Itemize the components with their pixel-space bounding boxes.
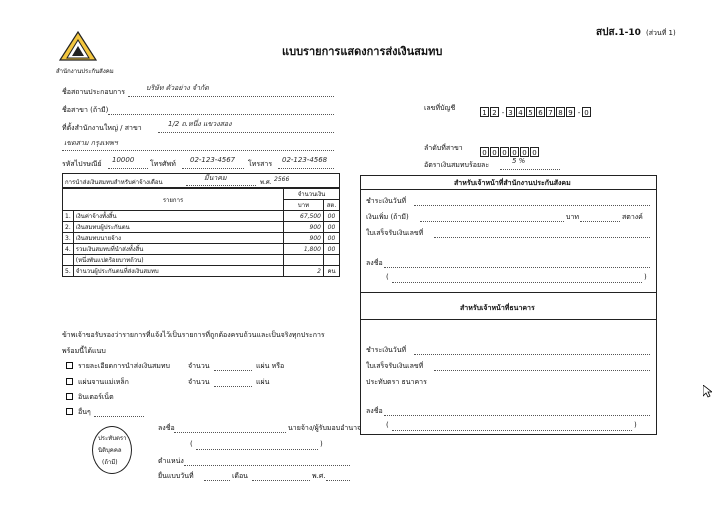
- office-fine-baht: บาท: [566, 213, 579, 221]
- period-year-label: พ.ศ.: [260, 179, 272, 186]
- branch-no-digits: [480, 140, 540, 159]
- postcode-label: รหัสไปรษณีย์: [62, 160, 102, 168]
- account-digit: 9: [566, 107, 575, 117]
- attach-option-2-checkbox[interactable]: [66, 378, 73, 385]
- row-satang: คน: [324, 266, 340, 277]
- bank-signature: ลงชื่อ: [366, 407, 383, 415]
- row-satang: [324, 255, 340, 266]
- branch-name-line: [108, 106, 334, 115]
- postcode-value: 10000: [112, 156, 135, 164]
- address-label: ที่ตั้งสำนักงานใหญ่ / สาขา: [62, 124, 142, 132]
- row-satang: 00: [324, 233, 340, 244]
- position-line: [184, 457, 350, 466]
- address-value: 1/2 ถ.หนึ่ง แขวงสอง: [168, 120, 232, 128]
- row-no: 3.: [63, 233, 74, 244]
- attach-option-1-unit: แผ่น หรือ: [256, 362, 285, 370]
- form-code: สปส.: [596, 27, 619, 38]
- attach-option-3-checkbox[interactable]: [66, 393, 73, 400]
- submit-year-line: [326, 472, 350, 481]
- office-receipt-no: ใบเสร็จรับเงินเลขที่: [366, 229, 424, 237]
- row-label: จำนวนผู้ประกันตนที่ส่งเงินสมทบ: [73, 266, 283, 277]
- row-label: เงินสมทบผู้ประกันตน: [73, 222, 283, 233]
- account-digit: 6: [536, 107, 545, 117]
- col-baht-header: บาท: [284, 200, 324, 211]
- submit-month-line: [252, 472, 310, 481]
- branch-digit: 0: [510, 147, 519, 157]
- col-amount-header: จำนวนเงิน: [284, 189, 340, 200]
- row-label: เงินสมทบนายจ้าง: [73, 233, 283, 244]
- district-value: เขตสาม กรุงเทพฯ: [64, 139, 118, 147]
- fax-value: 02-123-4568: [282, 156, 328, 164]
- attach-option-1-qty-line: [214, 362, 252, 371]
- bank-received-date-line: [414, 346, 650, 355]
- attach-option-4-checkbox[interactable]: [66, 408, 73, 415]
- form-number: 1-10: [618, 28, 641, 38]
- rate-value: 5 %: [512, 157, 526, 165]
- logo-caption: สำนักงานประกันสังคม: [56, 68, 114, 75]
- attach-option-1-qty-label: จำนวน: [188, 362, 210, 370]
- submit-year-label: พ.ศ.: [312, 472, 326, 480]
- signature-role: นายจ้าง/ผู้รับมอบอำนาจ: [288, 424, 362, 432]
- branch-digit: 0: [490, 147, 499, 157]
- office-fine-satang-line: [580, 213, 620, 222]
- row-no: 1.: [63, 211, 74, 222]
- bank-stamp: ประทับตรา ธนาคาร: [366, 378, 427, 386]
- attach-option-2-qty-line: [214, 378, 252, 387]
- stamp-line-1: ประทับตรา: [98, 435, 127, 442]
- branch-digit: 0: [500, 147, 509, 157]
- bank-name-close-paren: ): [634, 421, 637, 429]
- account-label: เลขที่บัญชี: [424, 104, 456, 112]
- stamp-line-2: นิติบุคคล: [98, 447, 122, 454]
- table-row: [63, 211, 340, 222]
- row-label: (หนึ่งพันแปดร้อยบาทถ้วน): [73, 255, 283, 266]
- employer-name-value: บริษัท ตัวอย่าง จำกัด: [146, 84, 209, 92]
- employer-name-label: ชื่อสถานประกอบการ: [62, 88, 125, 96]
- signature-name-open-paren: (: [190, 440, 193, 448]
- account-digits: 1 2 - 3 4 5 6 7 8 9 - 0: [480, 100, 592, 119]
- account-digit: 0: [582, 107, 591, 117]
- branch-name-label: ชื่อสาขา (ถ้ามี): [62, 106, 109, 114]
- logo: [58, 30, 98, 68]
- bank-receipt-no: ใบเสร็จรับเงินเลขที่: [366, 362, 424, 370]
- row-baht: 67,500: [284, 211, 324, 222]
- row-label: รวมเงินสมทบที่นำส่งทั้งสิ้น: [73, 244, 283, 255]
- bank-signature-line: [384, 407, 650, 416]
- row-satang: 00: [324, 244, 340, 255]
- office-signature: ลงชื่อ: [366, 259, 383, 267]
- row-baht: 2: [284, 266, 324, 277]
- table-row: [63, 266, 340, 277]
- signature-label: ลงชื่อ: [158, 424, 175, 432]
- office-fine-satang: สตางค์: [622, 213, 643, 221]
- row-baht: 1,800: [284, 244, 324, 255]
- row-baht: 900: [284, 233, 324, 244]
- signature-line: [174, 424, 286, 433]
- position-label: ตำแหน่ง: [158, 457, 184, 465]
- row-no: [63, 255, 74, 266]
- attach-option-4-label: อื่นๆ: [78, 408, 91, 416]
- office-box-title: สำหรับเจ้าหน้าที่สำนักงานประกันสังคม: [454, 179, 571, 187]
- attach-option-3-label: อินเตอร์เน็ต: [78, 393, 114, 401]
- account-digit: 3: [506, 107, 515, 117]
- submit-day-line: [204, 472, 230, 481]
- table-row: [63, 244, 340, 255]
- attach-option-2-qty-label: จำนวน: [188, 378, 210, 386]
- row-satang: 00: [324, 211, 340, 222]
- row-baht: 900: [284, 222, 324, 233]
- row-no: 5.: [63, 266, 74, 277]
- bank-name-line: [392, 422, 632, 431]
- phone-label: โทรศัพท์: [150, 160, 176, 168]
- form-part: (ส่วนที่ 1): [645, 29, 676, 37]
- stamp-line-3: (ถ้ามี): [102, 459, 118, 466]
- table-row: [63, 222, 340, 233]
- row-label: เงินค่าจ้างทั้งสิ้น: [73, 211, 283, 222]
- row-no: 4.: [63, 244, 74, 255]
- bank-received-date: ชำระเงินวันที่: [366, 346, 407, 354]
- account-digit: 8: [556, 107, 565, 117]
- table-row: [63, 233, 340, 244]
- submit-month-label: เดือน: [232, 472, 248, 480]
- row-baht: [284, 255, 324, 266]
- account-digit: 5: [526, 107, 535, 117]
- office-received-date: ชำระเงินวันที่: [366, 197, 407, 205]
- row-satang: 00: [324, 222, 340, 233]
- contribution-table: [62, 188, 340, 277]
- branch-digit: 0: [530, 147, 539, 157]
- office-received-date-line: [414, 197, 650, 206]
- attach-option-4-line: [94, 408, 144, 417]
- attach-option-2-label: แผ่นจานแม่เหล็ก: [78, 378, 129, 386]
- bank-box-title: สำหรับเจ้าหน้าที่ธนาคาร: [460, 304, 535, 312]
- fax-label: โทรสาร: [248, 160, 273, 168]
- attach-option-2-unit: แผ่น: [256, 378, 270, 386]
- signature-name-close-paren: ): [320, 440, 323, 448]
- bank-receipt-no-line: [434, 362, 650, 371]
- branch-digit: 0: [520, 147, 529, 157]
- signature-name-line: [196, 441, 318, 450]
- row-no: 2.: [63, 222, 74, 233]
- attach-intro-1: ข้าพเจ้าขอรับรองว่ารายการที่แจ้งไว้เป็นรายการที่ถูกต้องครบถ้วนและเป็นจริงทุกประการ: [62, 331, 325, 339]
- account-digit: 4: [516, 107, 525, 117]
- account-digit: 1: [480, 107, 489, 117]
- submit-date-label: ยื่นแบบวันที่: [158, 472, 194, 480]
- office-receipt-no-line: [434, 229, 650, 238]
- period-month: มีนาคม: [204, 174, 227, 182]
- attach-option-1-label: รายละเอียดการนำส่งเงินสมทบ: [78, 362, 170, 370]
- branch-no-label: ลำดับที่สาขา: [424, 144, 463, 152]
- rate-label: อัตราเงินสมทบร้อยละ: [424, 161, 490, 169]
- attach-intro-2: พร้อมนี้ได้แนบ: [62, 347, 106, 355]
- period-year: 2566: [274, 176, 290, 183]
- sso-logo-icon: [58, 30, 98, 64]
- form-title: แบบรายการแสดงการส่งเงินสมทบ: [282, 45, 443, 58]
- col-satang-header: สต.: [324, 200, 340, 211]
- account-digit: 7: [546, 107, 555, 117]
- col-item-header: รายการ: [63, 189, 284, 211]
- attach-option-1-checkbox[interactable]: [66, 362, 73, 369]
- account-digit: 2: [490, 107, 499, 117]
- office-fine-baht-line: [420, 213, 564, 222]
- office-name-line: [392, 274, 642, 283]
- table-row: [63, 255, 340, 266]
- phone-value: 02-123-4567: [190, 156, 236, 164]
- mouse-cursor-icon: [703, 383, 712, 402]
- branch-digit: 0: [480, 147, 489, 157]
- rate-line: [500, 161, 560, 170]
- office-name-open-paren: (: [386, 273, 389, 281]
- office-fine-label: เงินเพิ่ม (ถ้ามี): [366, 213, 409, 221]
- bank-name-open-paren: (: [386, 421, 389, 429]
- office-name-close-paren: ): [644, 273, 647, 281]
- period-label: การนำส่งเงินสมทบสำหรับค่าจ้างเดือน: [65, 179, 163, 186]
- office-signature-line: [384, 259, 650, 268]
